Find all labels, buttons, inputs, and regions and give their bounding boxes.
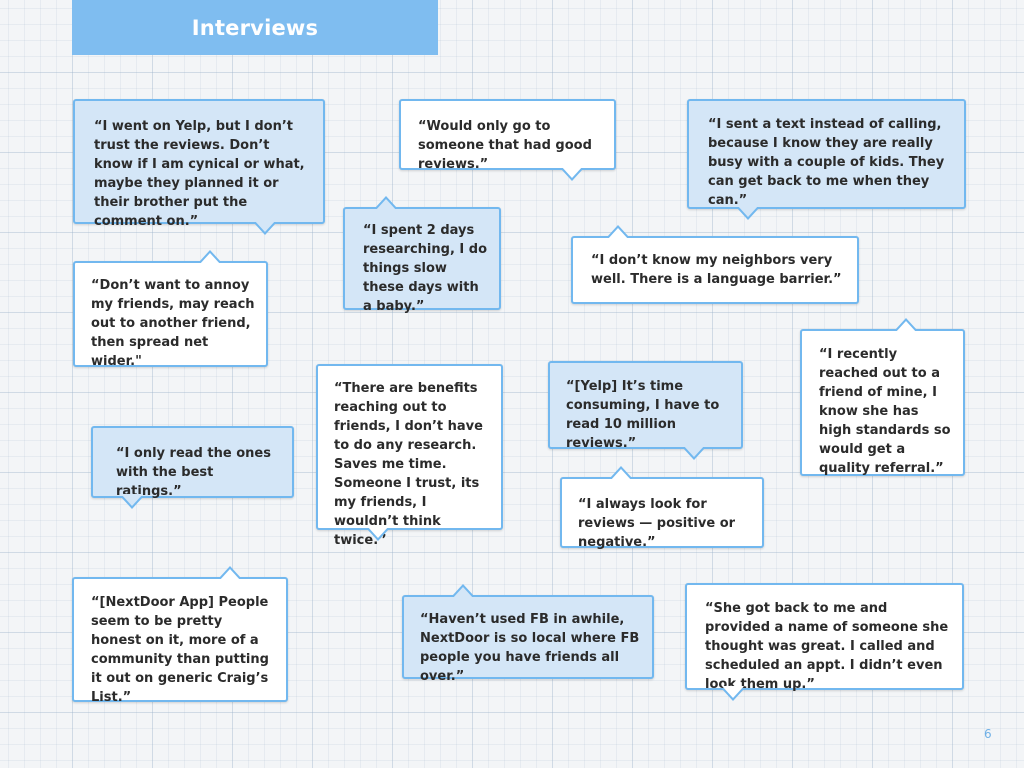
quote-bubble-havent-used-fb [402, 595, 654, 684]
quote-text: “I spent 2 days researching, I do things slow these days with a baby.” [363, 223, 488, 314]
quote-text: “Haven’t used FB in awhile, NextDoor is so local where FB people you have friends all over.” [420, 612, 640, 684]
quote-bubble-time-consuming [548, 361, 743, 449]
quote-text: “She got back to me and provided a name of someone she thought was great. I called and scheduled an appt. I didn’t even look them up.” [705, 601, 949, 692]
quote-bubble-neighbors [571, 236, 859, 304]
quote-text: “I recently reached out to a friend of mine, I know she has high standards so would get a quality referral.” [819, 347, 951, 476]
quote-bubble-always-look [560, 477, 764, 548]
quote-text: “[Yelp] It’s time consuming, I have to read 10 million reviews.” [566, 379, 720, 451]
quote-text: “I don’t know my neighbors very well. There is a language barrier.” [591, 253, 842, 287]
quote-text: “I always look for reviews — positive or negative.” [578, 497, 736, 550]
quote-bubble-spent-two-days [343, 207, 501, 314]
quote-text: “Would only go to someone that had good reviews.” [418, 119, 592, 172]
quote-text: “There are benefits reaching out to friends, I don’t have to do any research. Saves me time. Someone I trust, its my friends, I wouldn’t think twice.” [334, 381, 483, 548]
quote-bubble-got-back [685, 583, 964, 690]
quote-text: “I only read the ones with the best ratings.” [116, 446, 271, 499]
quote-text: “[NextDoor App] People seem to be pretty honest on it, more of a community than putting it out on generic Craig’s List.” [91, 595, 269, 705]
quote-bubble-nextdoor-honest [72, 577, 288, 705]
title-banner [72, 0, 438, 55]
page-title: Interviews [191, 15, 319, 40]
quote-bubble-dont-annoy [73, 261, 268, 367]
quote-text: “I sent a text instead of calling, because I know they are really busy with a couple of kids. They can get back to me when they can.” [708, 117, 945, 208]
quote-bubble-sent-text [687, 99, 966, 209]
quote-bubble-yelp-trust [73, 99, 325, 229]
quote-bubble-benefits-friends [316, 364, 503, 548]
quote-bubble-best-ratings [91, 426, 294, 498]
quote-bubble-good-reviews [399, 99, 616, 170]
page-number: 6 [984, 727, 992, 741]
quote-bubble-high-standards [800, 329, 965, 476]
quote-text: “Don’t want to annoy my friends, may reach out to another friend, then spread net wider." [91, 278, 255, 369]
quote-text: “I went on Yelp, but I don’t trust the reviews. Don’t know if I am cynical or what, maybe they planned it or their brother put the comment on.” [94, 119, 305, 229]
